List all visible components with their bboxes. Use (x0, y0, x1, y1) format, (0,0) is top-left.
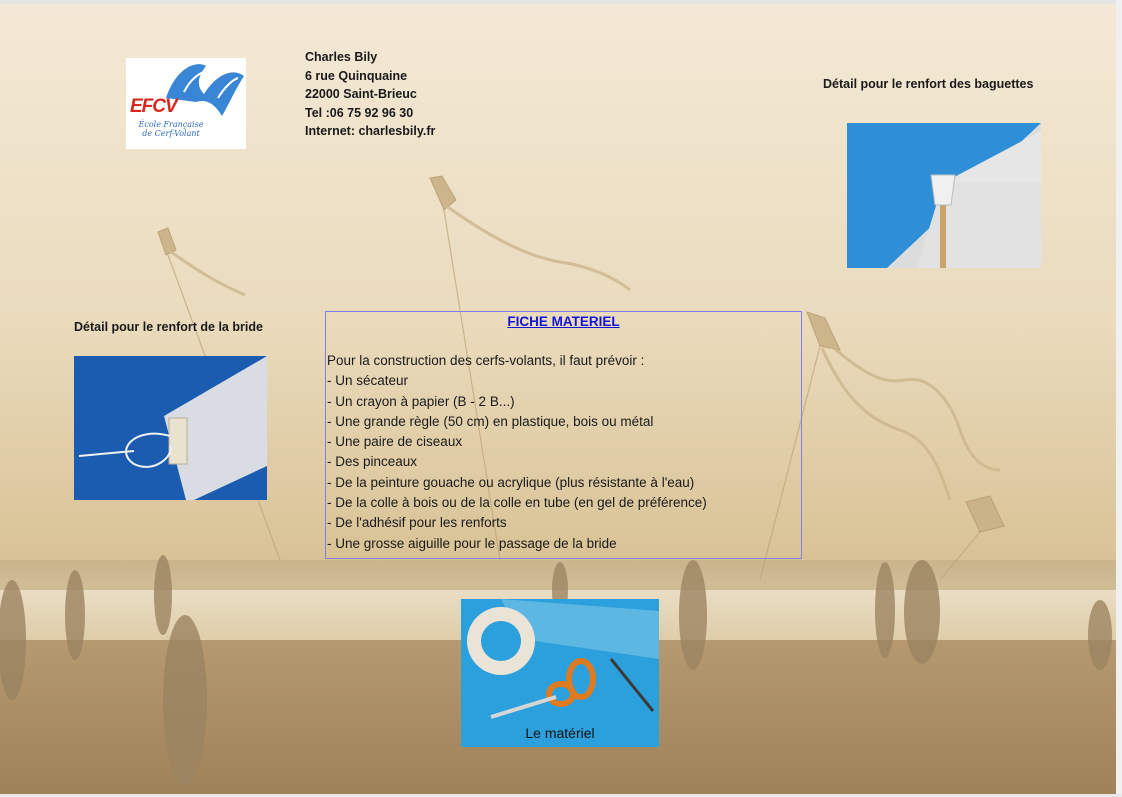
fiche-item: - Une grosse aiguille pour le passage de la bride (327, 535, 617, 551)
fiche-body (327, 351, 707, 554)
contact-phone: Tel :06 75 92 96 30 (305, 105, 414, 120)
contact-website: Internet: charlesbily.fr (305, 124, 436, 138)
contact-block (305, 48, 435, 141)
fiche-item: - Un crayon à papier (B - 2 B...) (327, 393, 515, 409)
bride-photo-drawing (74, 356, 267, 500)
fiche-item: - De la peinture gouache ou acrylique (plus résistante à l'eau) (327, 474, 695, 490)
photo-bride-reinforcement (74, 356, 267, 500)
fiche-item: - Un sécateur (327, 373, 409, 389)
caption-materiel: Le matériel (525, 725, 595, 741)
contact-street: 6 rue Quinquaine (305, 68, 408, 83)
fiche-materiel-box (325, 311, 802, 559)
caption-baguettes: Détail pour le renfort des baguettes (823, 77, 1034, 91)
fiche-item: - Des pinceaux (327, 454, 418, 470)
logo-subtitle (136, 120, 206, 138)
baguettes-photo-drawing (847, 123, 1041, 268)
fiche-intro: Pour la construction des cerfs-volants, il faut prévoir : (327, 353, 645, 368)
logo-subtitle-line1: École Française (138, 120, 204, 129)
photo-baguettes-reinforcement (847, 123, 1041, 268)
caption-bride: Détail pour le renfort de la bride (74, 320, 263, 334)
fiche-item: - De la colle à bois ou de la colle en tube (en gel de préférence) (327, 495, 707, 511)
logo-subtitle-line2: de Cerf-Volant (142, 129, 200, 138)
fiche-item: - Une grande règle (50 cm) en plastique, bois ou métal (327, 413, 654, 429)
contact-city: 22000 Saint-Brieuc (305, 87, 417, 101)
fiche-title-text: FICHE MATERIEL (507, 314, 620, 329)
fiche-title (326, 314, 801, 329)
contact-name: Charles Bily (305, 50, 378, 64)
fiche-item: - Une paire de ciseaux (327, 434, 463, 450)
fiche-item: - De l'adhésif pour les renforts (327, 515, 507, 531)
photo-materiel (461, 599, 659, 747)
logo-brand-text: EFCV (130, 96, 177, 117)
page-top-border (0, 0, 1122, 4)
page-right-border (1116, 0, 1122, 797)
efcv-logo (126, 58, 246, 149)
